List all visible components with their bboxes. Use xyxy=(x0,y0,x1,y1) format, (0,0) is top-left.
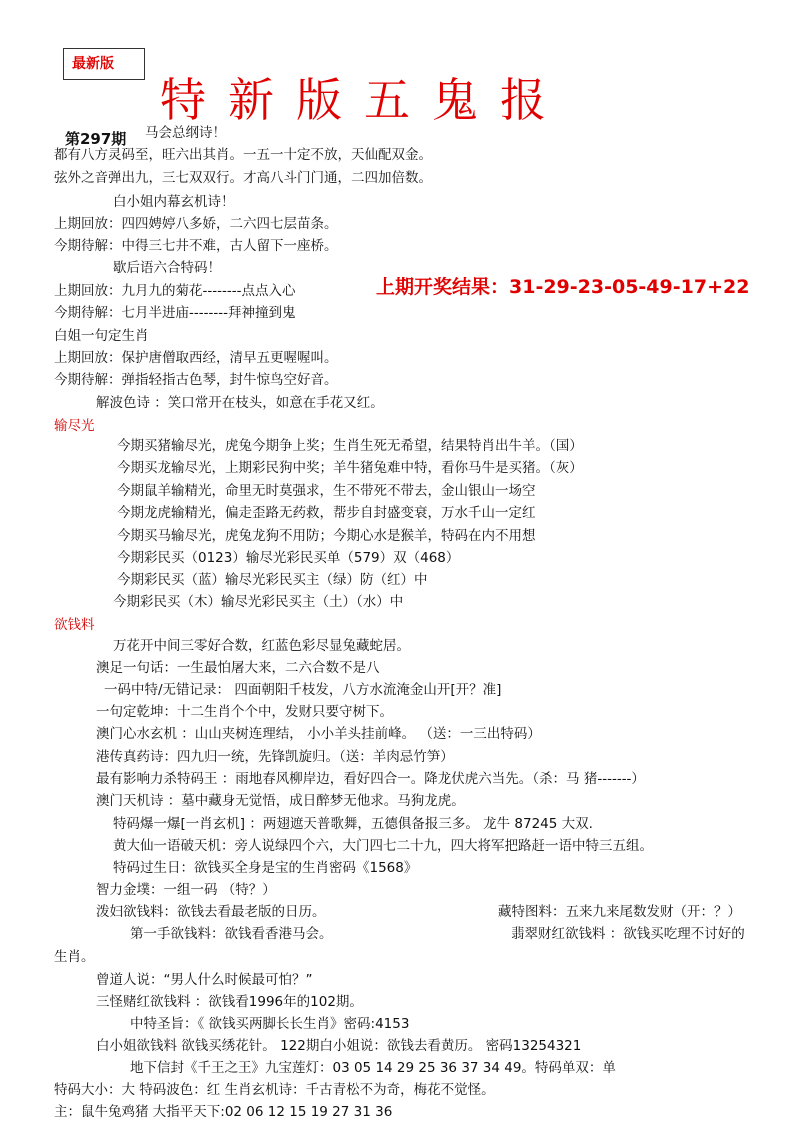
text-line: 今期买马输尽光，虎兔龙狗不用防；今期心水是猴羊，特码在内不用想 xyxy=(117,528,536,544)
text-line: 今期鼠羊输精光，命里无时莫强求，生不带死不带去，金山银山一场空 xyxy=(117,483,536,499)
text-line: 中特圣旨：《 欲钱买两脚长长生肖》密码:4153 xyxy=(130,1016,410,1032)
text-line: 今期待解：七月半进庙--------拜神撞到鬼 xyxy=(54,305,296,321)
last-result: 上期开奖结果：31-29-23-05-49-17+22 xyxy=(376,276,750,298)
text-line: 澳门心水玄机 ：山山夹树连理结， 小小羊头挂前峰。 （送：一三出特码） xyxy=(96,726,541,742)
text-line: 今期彩民买（木）输尽光彩民买主（土）（水）中 xyxy=(113,594,404,610)
text-line: 白小姐欲钱料 欲钱买绣花针。 122期白小姐说：欲钱去看黄历。 密码13254321 xyxy=(96,1038,582,1054)
text-line: 第一手欲钱料：欲钱看香港马会。 xyxy=(130,926,333,942)
text-line: 曾道人说：“男人什么时候最可怕？” xyxy=(96,972,313,988)
text-line: 今期彩民买（蓝）输尽光彩民买主（绿）防（红）中 xyxy=(117,572,428,588)
text-line: 翡翠财红欲钱料 ：欲钱买吃理不讨好的 xyxy=(511,926,745,942)
text-line: 特码过生日：欲钱买全身是宝的生肖密码《1568》 xyxy=(113,860,418,876)
text-line: 三怪赌红欲钱料 ：欲钱看1996年的102期。 xyxy=(96,994,363,1010)
text-line: 万花开中间三零好合数，红蓝色彩尽显兔藏蛇居。 xyxy=(113,638,410,654)
text-line: 上期回放：九月九的菊花--------点点入心 xyxy=(54,283,296,299)
text-line: 主：鼠牛兔鸡猪 大指平天下:02 06 12 15 19 27 31 36 xyxy=(54,1104,393,1120)
text-line: 白姐一句定生肖 xyxy=(54,328,149,344)
text-line: 解波色诗 ：笑口常开在枝头，如意在手花又红。 xyxy=(96,395,384,411)
text-line: 今期龙虎输精光，偏走歪路无药救，帮步自封盛变衰，万水千山一定红 xyxy=(117,505,536,521)
text-line: 藏特图料：五来九来尾数发财（开：？） xyxy=(498,904,741,920)
text-line: 特码大小：大 特码波色：红 生肖玄机诗：千古青松不为奇，梅花不觉怪。 xyxy=(54,1082,495,1098)
text-line: 澳门天机诗 ：墓中藏身无觉悟，成日醉梦无他求。马狗龙虎。 xyxy=(96,793,465,809)
text-line: 一句定乾坤：十二生肖个个中，发财只要守树下。 xyxy=(96,704,393,720)
text-line: 弦外之音弹出九，三七双双行。才高八斗门门通，二四加倍数。 xyxy=(54,170,432,186)
text-line: 上期回放：保护唐僧取西经，清早五更喔喔叫。 xyxy=(54,350,338,366)
text-line: 最有影响力杀特码王 ：雨地春风柳岸边，看好四合一。降龙伏虎六当先。（杀：马 猪-------） xyxy=(96,771,645,787)
text-line: 上期回放：四四娉婷八多娇，二六四七层苗条。 xyxy=(54,216,338,232)
section-heading: 输尽光 xyxy=(54,418,95,434)
text-line: 今期买猪输尽光，虎兔今期争上奖；生肖生死无希望，结果特肖出牛羊。（国） xyxy=(117,438,583,454)
issue-number: 第297期 xyxy=(65,130,127,148)
text-line: 今期买龙输尽光，上期彩民狗中奖；羊牛猪兔难中特，看你马牛是买猪。（灰） xyxy=(117,460,583,476)
text-line: 生肖。 xyxy=(54,949,95,965)
text-line: 马会总纲诗！ xyxy=(145,125,226,141)
text-line: 黄大仙一语破天机：旁人说绿四个六，大门四七二十九，四大将军把路赶一语中特三五组。 xyxy=(113,838,653,854)
section-heading: 欲钱料 xyxy=(54,617,95,633)
text-line: 地下信封《千王之王》九宝莲灯：03 05 14 29 25 36 37 34 49。特码单双：单 xyxy=(130,1060,616,1076)
text-line: 智力金墣：一组一码 （特？） xyxy=(96,882,276,898)
edition-badge: 最新版 xyxy=(63,48,145,80)
page-title: 特新版五鬼报 xyxy=(160,73,568,127)
text-line: 一码中特/无错记录： 四面朝阳千枝发，八方水流淹金山开[开？准] xyxy=(104,682,502,698)
text-line: 今期待解：弹指轻指古色琴，封牛惊鸟空好音。 xyxy=(54,372,338,388)
text-line: 特码爆一爆[一肖玄机] ：两翅遮天普歌舞，五德俱备报三多。 龙牛 87245 大双. xyxy=(113,816,593,832)
text-line: 澳足一句话：一生最怕屠大来，二六合数不是八 xyxy=(96,660,380,676)
text-line: 都有八方灵码至，旺六出其肖。一五一十定不放，天仙配双金。 xyxy=(54,147,432,163)
text-line: 泼妇欲钱料：欲钱去看最老版的日历。 xyxy=(96,904,326,920)
text-line: 今期待解：中得三七井不难，古人留下一座桥。 xyxy=(54,238,338,254)
text-line: 白小姐内幕玄机诗！ xyxy=(113,194,235,210)
text-line: 今期彩民买（0123）输尽光彩民买单（579）双（468） xyxy=(117,550,460,566)
text-line: 港传真药诗：四九归一统，先锋凯旋归。（送：羊肉忌竹笋） xyxy=(96,749,454,765)
text-line: 歇后语六合特码！ xyxy=(113,260,221,276)
